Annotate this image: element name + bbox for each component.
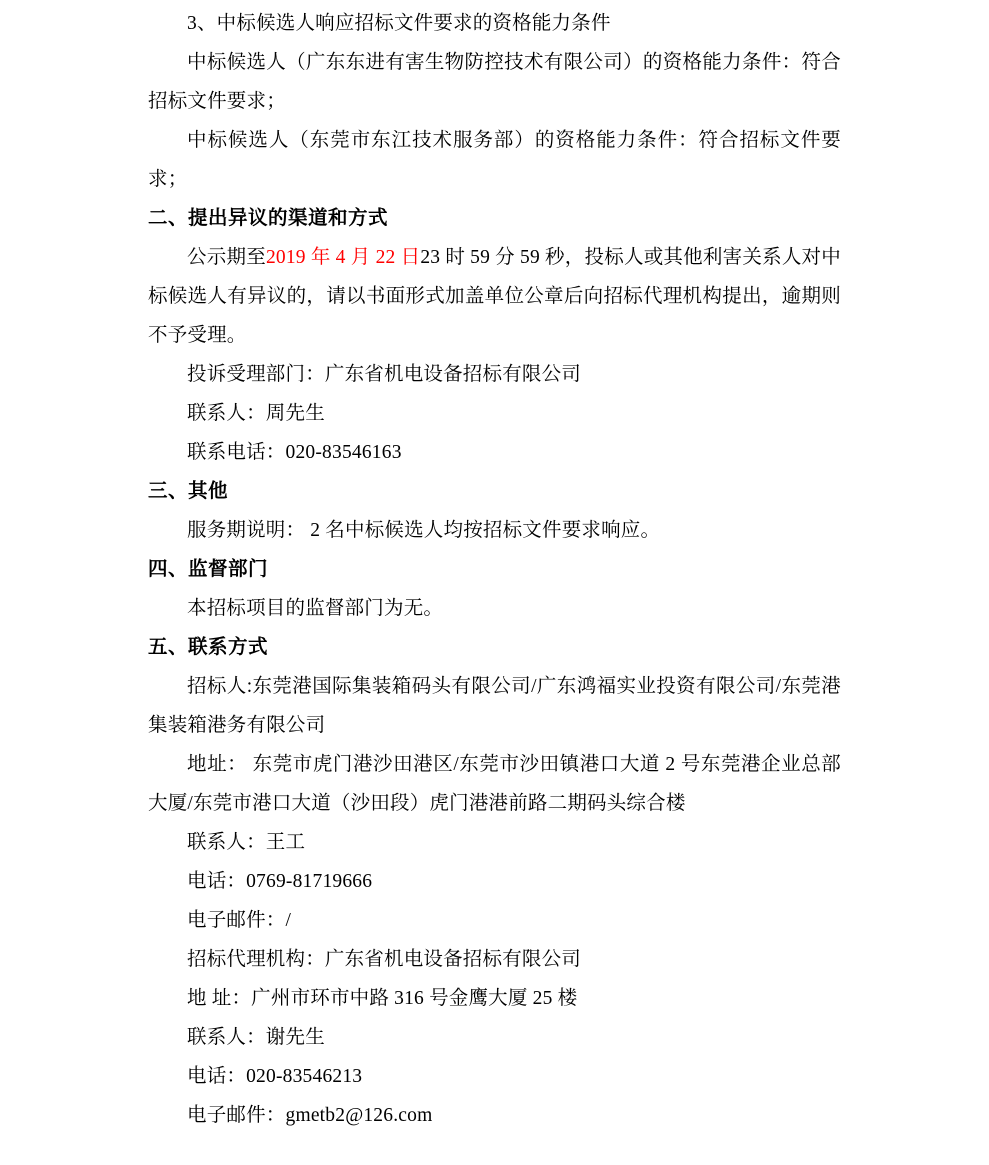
tenderer-address: 地址： 东莞市虎门港沙田港区/东莞市沙田镇港口大道 2 号东莞港企业总部大厦/东莞市港口大道（沙田段）虎门港港前路二期码头综合楼 — [148, 754, 841, 814]
agency-address: 地 址：广州市环市中路 316 号金鹰大厦 25 楼 — [187, 988, 578, 1009]
section-heading-other: 三、其他 — [148, 481, 229, 502]
objection-period-suffix: 23 时 59 分 59 秒，投标人或其他利害关系人对中标候选人有异议的，请以书面形式加盖单位公章后向招标代理机构提出，逾期则不予受理。 — [148, 247, 841, 346]
service-period-note: 服务期说明： 2 名中标候选人均按招标文件要求响应。 — [187, 520, 661, 541]
candidate-1-qualification: 中标候选人（广东东进有害生物防控技术有限公司）的资格能力条件：符合招标文件要求； — [148, 52, 841, 112]
complaint-contact-person: 联系人：周先生 — [187, 403, 325, 424]
complaint-department: 投诉受理部门：广东省机电设备招标有限公司 — [187, 364, 582, 385]
section-heading-contact: 五、联系方式 — [148, 637, 269, 658]
tenderer-email: 电子邮件：/ — [187, 910, 292, 931]
tenderer-phone: 电话：0769-81719666 — [187, 871, 373, 892]
objection-period-prefix: 公示期至 — [187, 247, 266, 268]
tenderer-name: 招标人:东莞港国际集装箱码头有限公司/广东鸿福实业投资有限公司/东莞港集装箱港务有限公司 — [148, 676, 841, 736]
agency-email: 电子邮件：gmetb2@126.com — [187, 1105, 433, 1126]
objection-period-paragraph — [148, 238, 841, 355]
section-heading-objection-channel: 二、提出异议的渠道和方式 — [148, 208, 389, 229]
complaint-contact-phone: 联系电话：020-83546163 — [187, 442, 402, 463]
agency-phone: 电话：020-83546213 — [187, 1066, 363, 1087]
section-heading-supervision: 四、监督部门 — [148, 559, 269, 580]
supervision-department-note: 本招标项目的监督部门为无。 — [187, 598, 444, 619]
tenderer-contact-person: 联系人：王工 — [187, 832, 306, 853]
agency-name: 招标代理机构：广东省机电设备招标有限公司 — [187, 949, 582, 970]
agency-contact-person: 联系人：谢先生 — [187, 1027, 325, 1048]
list-item-3-title: 3、中标候选人响应招标文件要求的资格能力条件 — [187, 13, 611, 34]
candidate-2-qualification: 中标候选人（东莞市东江技术服务部）的资格能力条件：符合招标文件要求； — [148, 130, 841, 190]
objection-deadline-date: 2019 年 4 月 22 日 — [265, 247, 421, 268]
